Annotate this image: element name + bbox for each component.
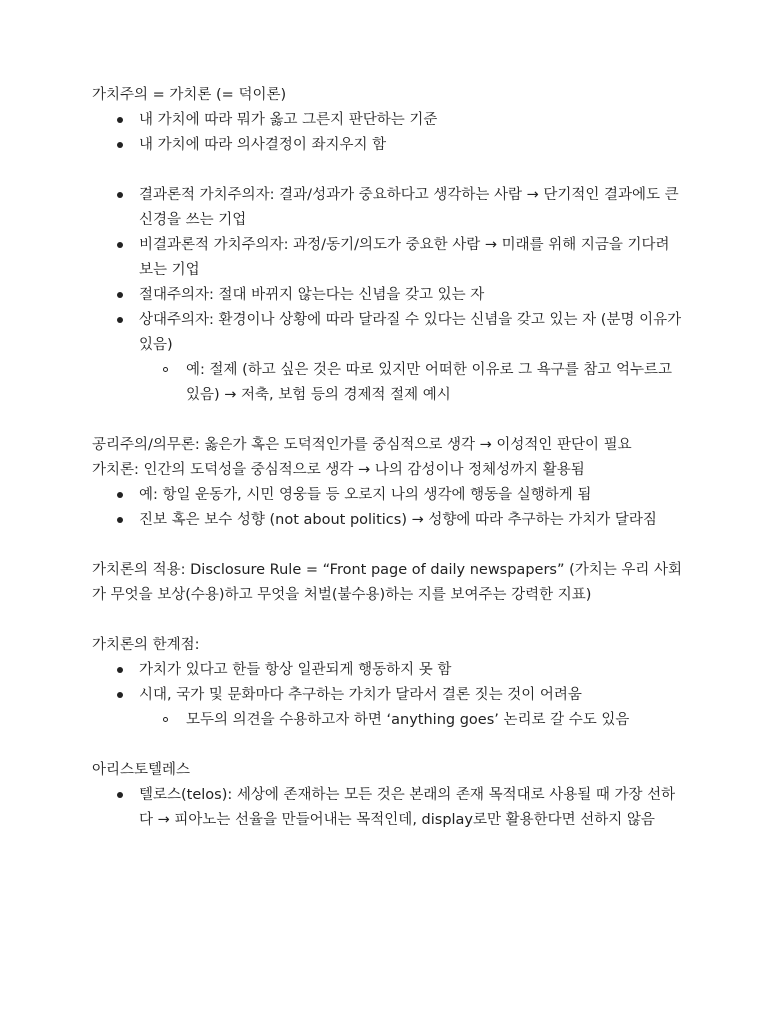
bullet-item: 결과론적 가치주의자: 결과/성과가 중요하다고 생각하는 사람 → 단기적인 결과에도 큰 신경을 쓰는 기업 — [92, 183, 682, 233]
blank-line — [92, 533, 682, 558]
bullet-item: 진보 혹은 보수 성향 (not about politics) → 성향에 따라 추구하는 가치가 달라짐 — [92, 508, 682, 533]
sub-bullet-item: 예: 절제 (하고 싶은 것은 따로 있지만 어떠한 이유로 그 욕구를 참고 억누르고 있음) → 저축, 보험 등의 경제적 절제 예시 — [92, 358, 682, 408]
document-body — [92, 83, 682, 833]
bullet-item: 절대주의자: 절대 바뀌지 않는다는 신념을 갖고 있는 자 — [92, 283, 682, 308]
bullet-item: 예: 항일 운동가, 시민 영웅들 등 오로지 나의 생각에 행동을 실행하게 됨 — [92, 483, 682, 508]
blank-line — [92, 158, 682, 183]
bullet-item: 내 가치에 따라 뭐가 옳고 그른지 판단하는 기준 — [92, 108, 682, 133]
bullet-item: 시대, 국가 및 문화마다 추구하는 가치가 달라서 결론 짓는 것이 어려움 — [92, 683, 682, 708]
blank-line — [92, 733, 682, 758]
section-title-value-theory: 가치주의 = 가치론 (= 덕이론) — [92, 87, 287, 103]
bullet-item: 내 가치에 따라 의사결정이 좌지우지 함 — [92, 133, 682, 158]
bullet-item: 텔로스(telos): 세상에 존재하는 모든 것은 본래의 존재 목적대로 사용될 때 가장 선하다 → 피아노는 선율을 만들어내는 목적인데, display로만 활용한다면 선하지 않음 — [92, 783, 682, 833]
section-title-aristotle: 아리스토텔레스 — [92, 762, 191, 778]
paragraph-value-theory: 가치론: 인간의 도덕성을 중심적으로 생각 → 나의 감성이나 정체성까지 활용됨 — [92, 462, 585, 478]
bullet-item: 비결과론적 가치주의자: 과정/동기/의도가 중요한 사람 → 미래를 위해 지금을 기다려보는 기업 — [92, 233, 682, 283]
paragraph-disclosure-rule: 가치론의 적용: Disclosure Rule = “Front page of daily newspapers” (가치는 우리 사회가 무엇을 보상(수용)하고 무엇을 처벌(불수용)하는 지를 보여주는 강력한 지표) — [92, 562, 683, 603]
paragraph-utilitarianism: 공리주의/의무론: 옳은가 혹은 도덕적인가를 중심적으로 생각 → 이성적인 판단이 필요 — [92, 437, 632, 453]
sub-bullet-item: 모두의 의견을 수용하고자 하면 ‘anything goes’ 논리로 갈 수도 있음 — [92, 708, 682, 733]
bullet-item: 상대주의자: 환경이나 상황에 따라 달라질 수 있다는 신념을 갖고 있는 자 (분명 이유가 있음) — [92, 308, 682, 358]
bullet-item: 가치가 있다고 한들 항상 일관되게 행동하지 못 함 — [92, 658, 682, 683]
section-title-limitations: 가치론의 한계점: — [92, 637, 200, 653]
blank-line — [92, 408, 682, 433]
blank-line — [92, 608, 682, 633]
